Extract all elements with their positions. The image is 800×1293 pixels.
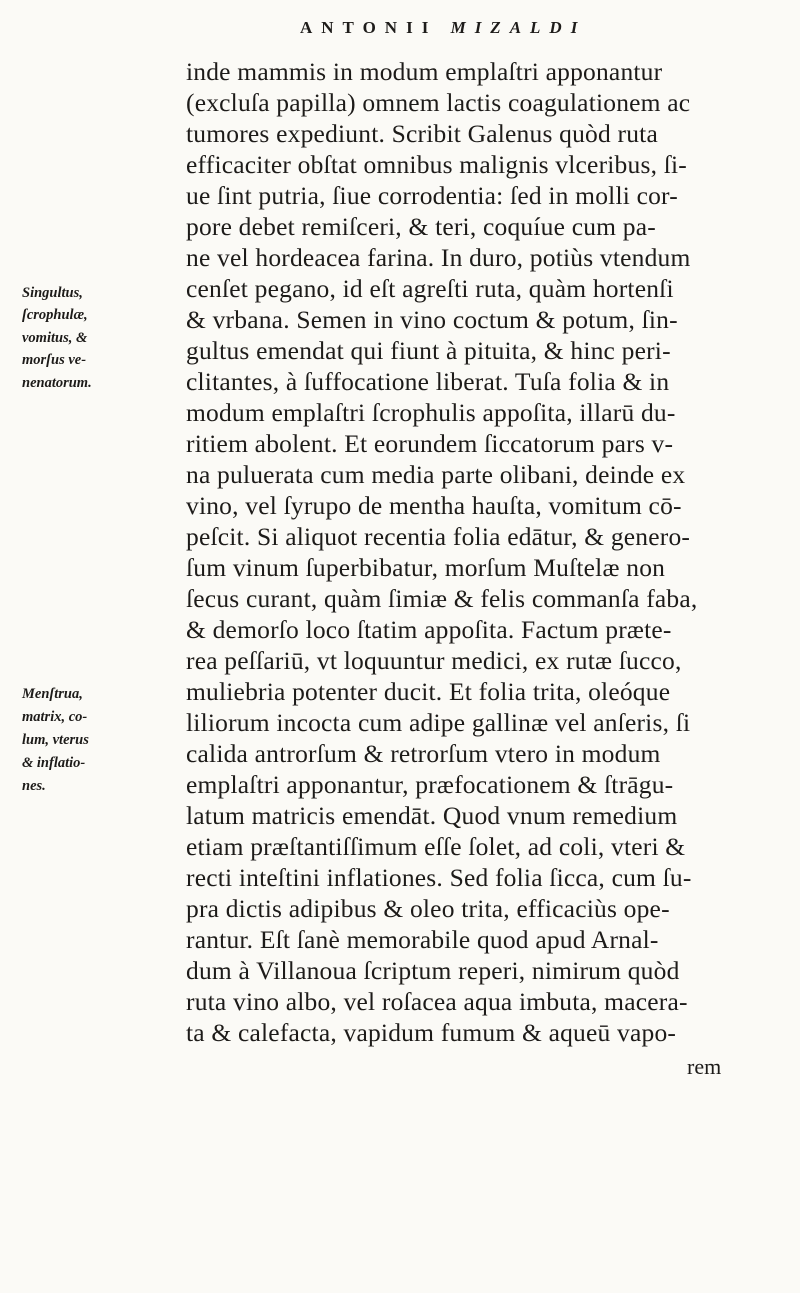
text-line: rantur. Eſt ſanè memorabile quod apud Arnal-: [186, 925, 659, 954]
text-line: modum emplaſtri ſcrophulis appoſita, illarū du-: [186, 398, 676, 427]
catchword: rem: [687, 1054, 722, 1079]
text-line: (excluſa papilla) omnem lactis coagulationem ac: [186, 88, 691, 117]
margin-note-line: matrix, co-: [22, 709, 88, 725]
text-line: liliorum incocta cum adipe gallinæ vel anſeris, ſi: [186, 708, 691, 737]
text-line: ſum vinum ſuperbibatur, morſum Muſtelæ non: [186, 553, 666, 582]
margin-note-line: vomitus, &: [22, 330, 88, 346]
text-line: clitantes, à ſuffocatione liberat. Tuſa folia & in: [186, 367, 670, 396]
text-line: dum à Villanoua ſcriptum reperi, nimirum quòd: [186, 956, 680, 985]
text-line: recti inteſtini inflationes. Sed folia ſicca, cum ſu-: [186, 863, 692, 892]
margin-note-line: morſus ve-: [22, 352, 87, 368]
text-line: ruta vino albo, vel roſacea aqua imbuta, macera-: [186, 987, 688, 1016]
text-line: & demorſo loco ſtatim appoſita. Factum præte-: [186, 615, 672, 644]
margin-note-line: Singultus,: [22, 285, 83, 301]
text-line: peſcit. Si aliquot recentia folia edātur, & genero-: [186, 522, 691, 551]
text-line: inde mammis in modum emplaſtri apponantur: [186, 57, 663, 86]
text-line: latum matricis emendāt. Quod vnum remedium: [186, 801, 678, 830]
margin-note-line: & inflatio-: [22, 755, 86, 771]
text-line: cenſet pegano, id eſt agreſti ruta, quàm hortenſi: [186, 274, 674, 303]
running-head: [300, 18, 680, 38]
margin-note-line: nenatorum.: [22, 375, 92, 391]
text-line: ta & calefacta, vapidum fumum & aqueū vapo-: [186, 1018, 677, 1047]
text-line: ue ſint putria, ſiue corrodentia: ſed in molli cor-: [186, 181, 678, 210]
running-head-name: MIZALDI: [450, 18, 587, 37]
text-line: efficaciter obſtat omnibus malignis vlceribus, ſi-: [186, 150, 687, 179]
text-line: na puluerata cum media parte olibani, deinde ex: [186, 460, 686, 489]
text-line: rea peſſariū, vt loquuntur medici, ex rutæ ſucco,: [186, 646, 682, 675]
text-line: muliebria potenter ducit. Et folia trita, oleóque: [186, 677, 671, 706]
margin-note-line: nes.: [22, 778, 46, 794]
text-line: emplaſtri apponantur, præfocationem & ſtrāgu-: [186, 770, 674, 799]
running-head-author: ANTONII: [300, 18, 438, 37]
text-line: ne vel hordeacea farina. In duro, potiùs vtendum: [186, 243, 691, 272]
margin-note-line: Menſtrua,: [22, 686, 83, 702]
text-line: tumores expediunt. Scribit Galenus quòd ruta: [186, 119, 658, 148]
text-line: ritiem abolent. Et eorundem ſiccatorum pars v-: [186, 429, 674, 458]
text-line: ſecus curant, quàm ſimiæ & felis commanſa faba,: [186, 584, 698, 613]
margin-note-line: lum, vterus: [22, 732, 89, 748]
margin-note-line: ſcrophulæ,: [22, 307, 88, 323]
text-line: vino, vel ſyrupo de mentha hauſta, vomitum cō-: [186, 491, 682, 520]
text-line: calida antrorſum & retrorſum vtero in modum: [186, 739, 661, 768]
text-line: & vrbana. Semen in vino coctum & potum, ſin-: [186, 305, 678, 334]
text-line: pra dictis adipibus & oleo trita, efficaciùs ope-: [186, 894, 670, 923]
text-line: pore debet remiſceri, & teri, coquíue cum pa-: [186, 212, 656, 241]
text-line: gultus emendat qui fiunt à pituita, & hinc peri-: [186, 336, 671, 365]
text-line: etiam præſtantiſſimum eſſe ſolet, ad coli, vteri &: [186, 832, 686, 861]
